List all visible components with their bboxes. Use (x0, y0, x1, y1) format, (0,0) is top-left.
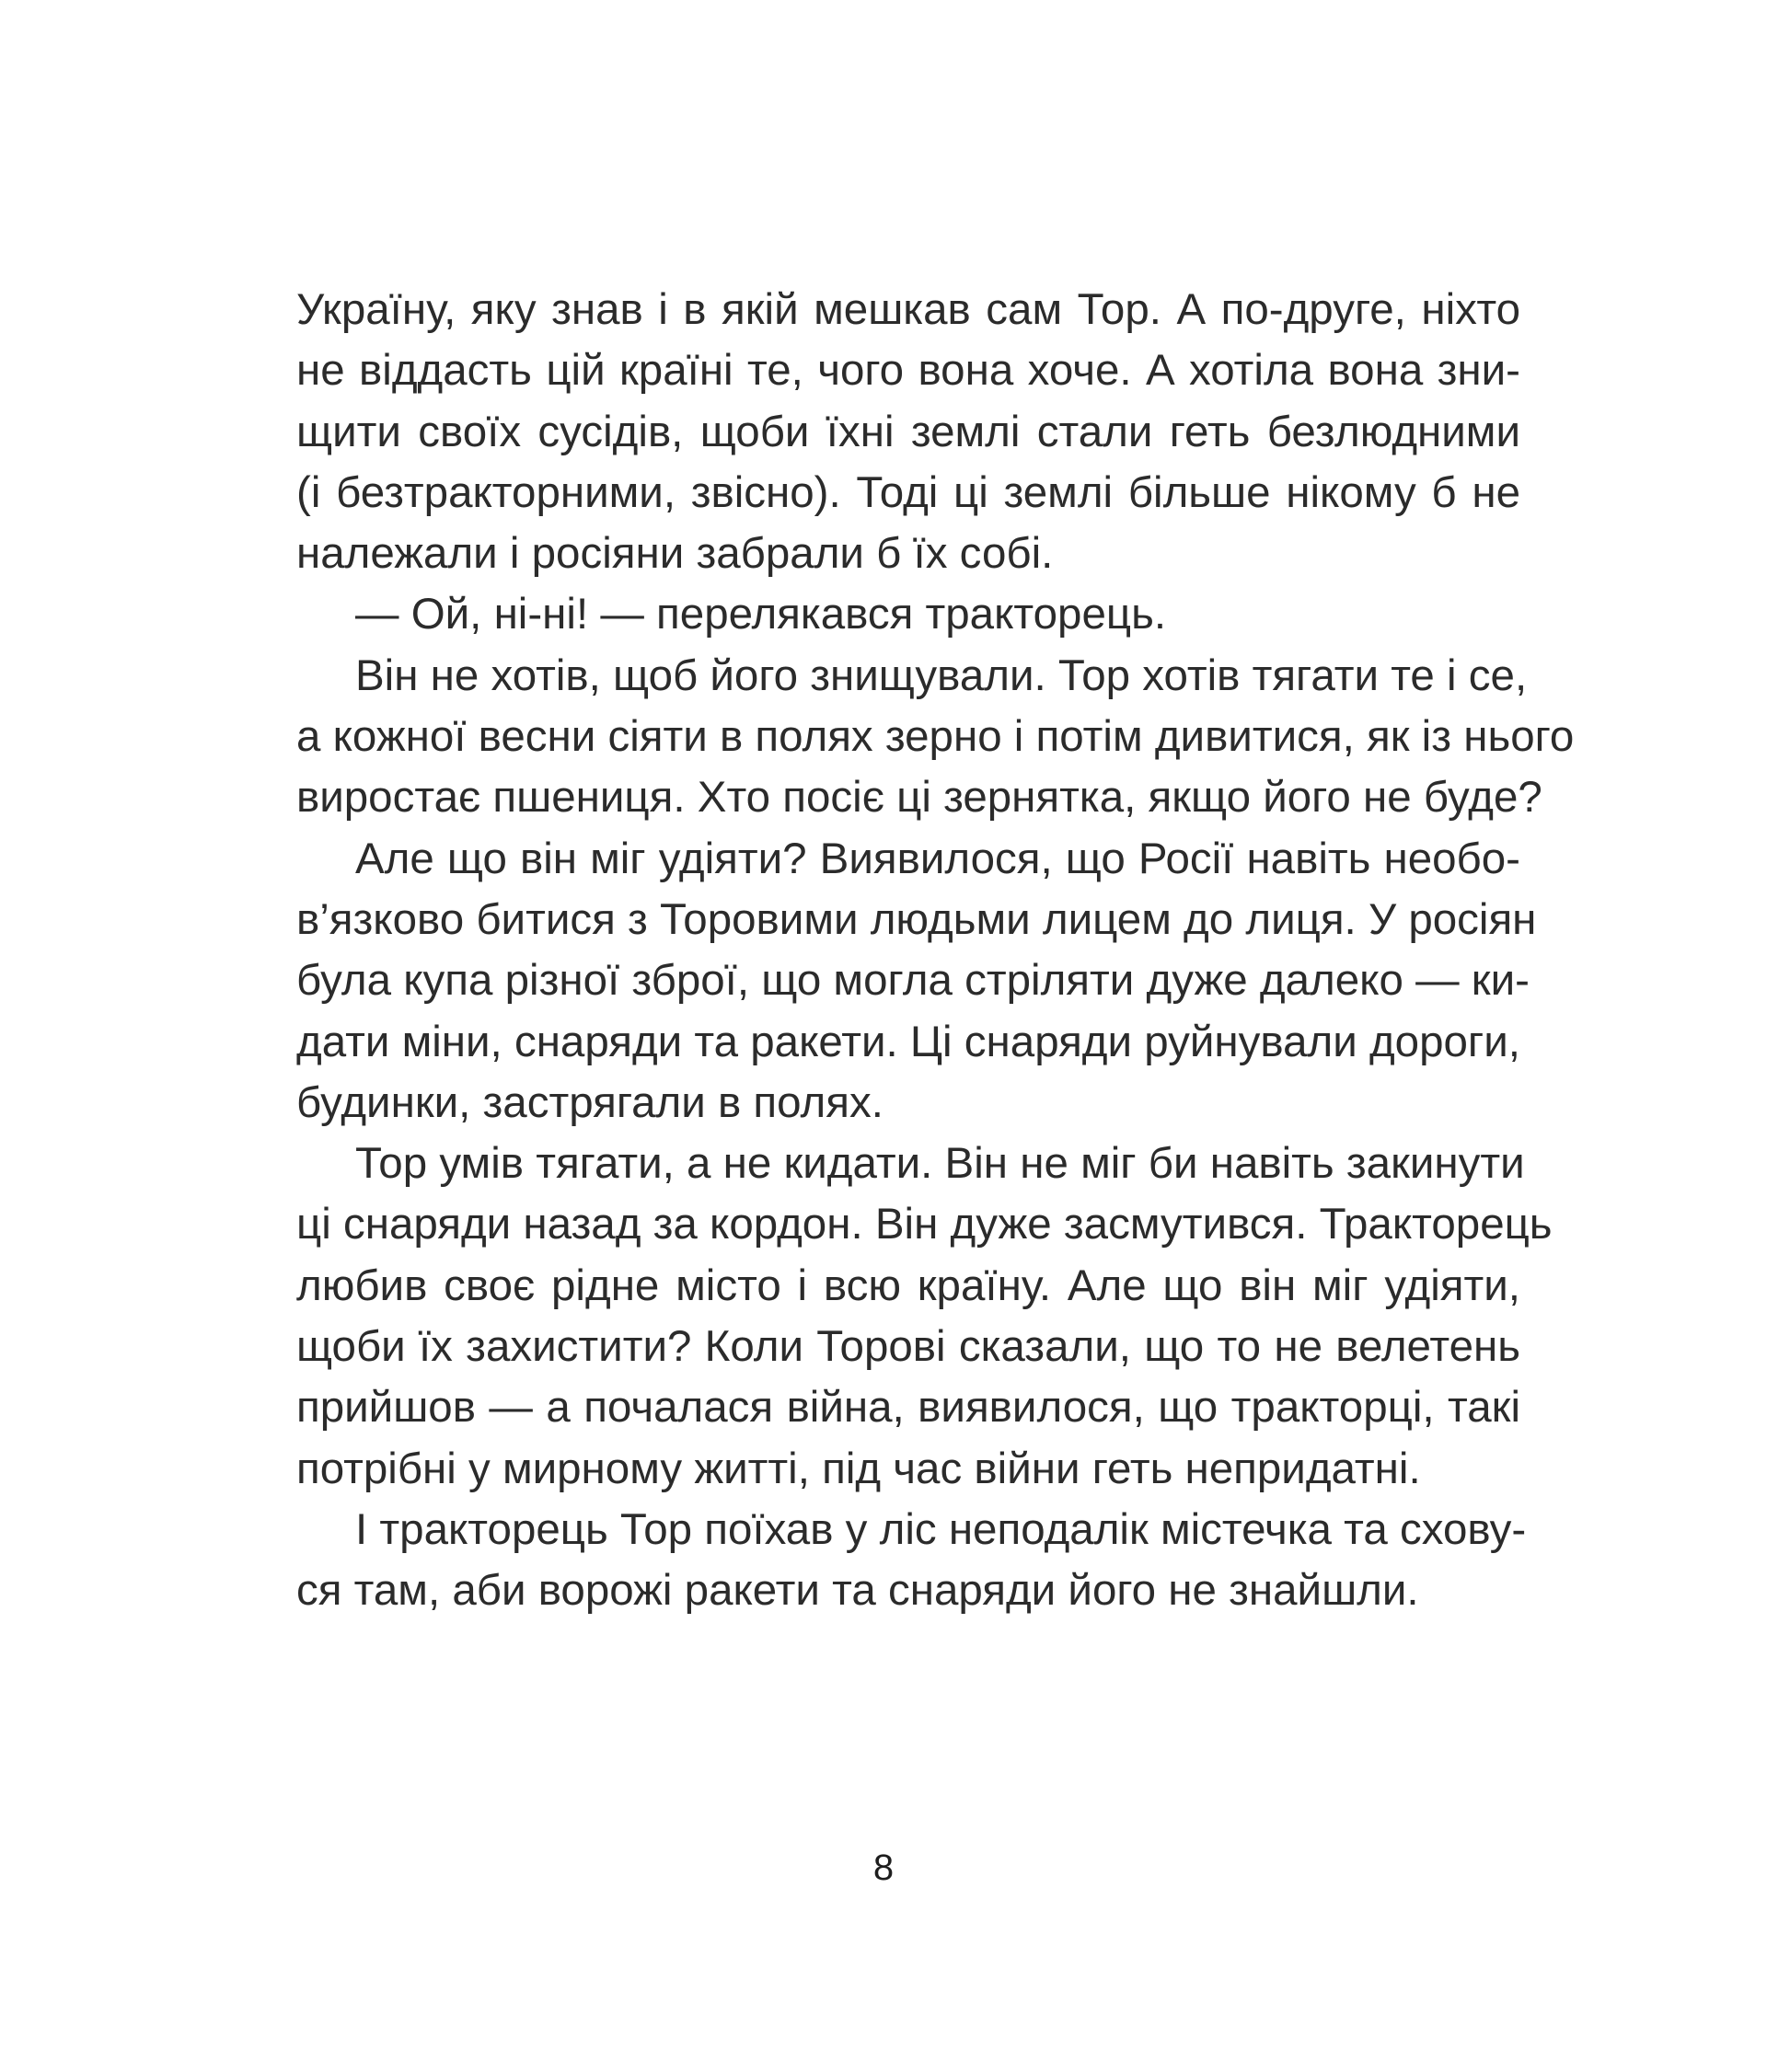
text-line: належали і росіяни забрали б їх собі. (296, 529, 1054, 579)
text-line: будинки, застрягали в полях. (296, 1077, 884, 1127)
page-number: 8 (872, 1848, 895, 1888)
text-line: (і безтракторними, звісно). Тоді ці землі більше нікому б не (296, 467, 1520, 517)
text-line: щити своїх сусідів, щоби їхні землі стали геть безлюдними (296, 407, 1520, 456)
text-line: не віддасть цій країні те, чого вона хоче. А хотіла вона зни- (296, 346, 1520, 396)
text-line: Україну, яку знав і в якій мешкав сам Тор. А по-друге, ніхто (296, 285, 1520, 334)
text-line: ці снаряди назад за кордон. Він дуже засмутився. Тракторець (296, 1200, 1553, 1249)
text-line: — Ой, ні-ні! — перелякався тракторець. (355, 590, 1167, 639)
text-line: прийшов — а почалася війна, виявилося, що тракторці, такі (296, 1383, 1520, 1433)
text-line: Він не хотів, щоб його знищували. Тор хотів тягати те і се, (355, 650, 1528, 700)
text-line: Тор умів тягати, а не кидати. Він не міг би навіть закинути (355, 1139, 1525, 1189)
text-line: виростає пшениця. Хто посіє ці зернятка, якщо його не буде? (296, 773, 1542, 823)
text-line: потрібні у мирному житті, під час війни геть непридатні. (296, 1444, 1421, 1493)
text-line: була купа різної зброї, що могла стріляти дуже далеко — ки- (296, 956, 1530, 1006)
text-line: любив своє рідне місто і всю країну. Але що він міг удіяти, (296, 1260, 1520, 1310)
body-text (296, 280, 1575, 1622)
text-line: ся там, аби ворожі ракети та снаряди його не знайшли. (296, 1566, 1419, 1616)
text-line: в’язково битися з Торовими людьми лицем до лиця. У росіян (296, 894, 1537, 944)
text-line: а кожної весни сіяти в полях зерно і потім дивитися, як із нього (296, 712, 1575, 762)
text-line: щоби їх захистити? Коли Торові сказали, що то не велетень (296, 1322, 1520, 1372)
text-line: дати міни, снаряди та ракети. Ці снаряди руйнували дороги, (296, 1017, 1520, 1066)
text-line: Але що він міг удіяти? Виявилося, що Росії навіть необо- (355, 834, 1520, 883)
text-line: І тракторець Тор поїхав у ліс неподалік містечка та схову- (355, 1504, 1527, 1554)
